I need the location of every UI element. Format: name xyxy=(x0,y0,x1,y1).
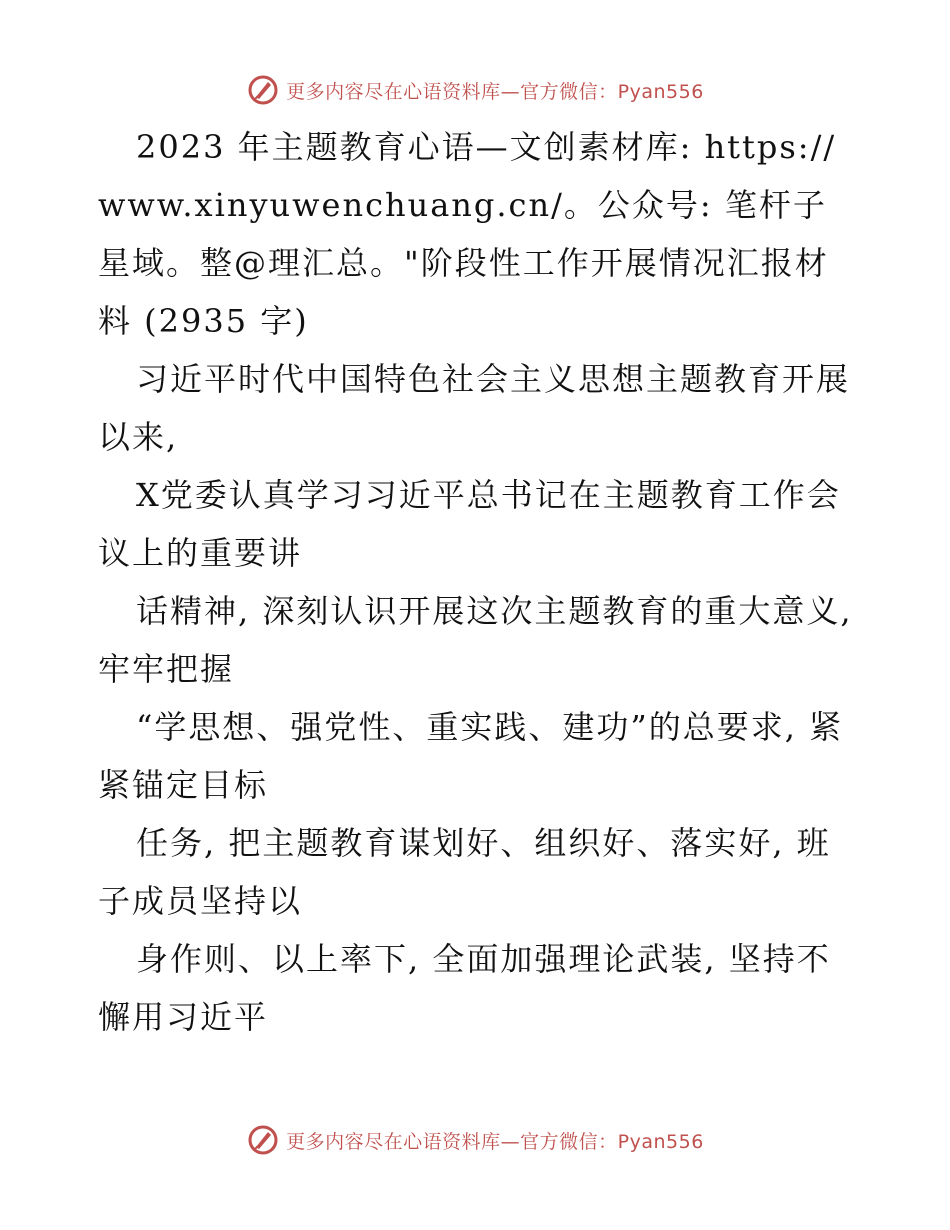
paragraph: X党委认真学习习近平总书记在主题教育工作会议上的重要讲 xyxy=(98,476,841,572)
document-body xyxy=(98,118,858,1046)
quill-logo-icon xyxy=(246,73,280,107)
footer-banner-text: 更多内容尽在心语资料库—官方微信：Pyan556 xyxy=(286,1130,704,1153)
paragraph: “学思想、强党性、重实践、建功”的总要求, 紧紧锚定目标 xyxy=(98,708,844,804)
paragraph: 话精神, 深刻认识开展这次主题教育的重大意义, 牢牢把握 xyxy=(98,592,853,688)
footer-banner xyxy=(0,1120,950,1160)
paragraph: 任务, 把主题教育谋划好、组织好、落实好, 班子成员坚持以 xyxy=(98,824,831,920)
paragraph: 习近平时代中国特色社会主义思想主题教育开展以来, xyxy=(98,360,851,456)
paragraph: 身作则、以上率下, 全面加强理论武装, 坚持不懈用习近平 xyxy=(98,940,831,1036)
paragraph-title: 2023 年主题教育心语—文创素材库: https://www.xinyuwenchuang.cn/。公众号: 笔杆子星域。整@理汇总。"阶段性工作开展情况汇报材料 (2935 字) xyxy=(98,128,837,340)
header-banner xyxy=(0,70,950,110)
header-banner-text: 更多内容尽在心语资料库—官方微信：Pyan556 xyxy=(286,80,704,103)
quill-logo-icon xyxy=(246,1123,280,1157)
